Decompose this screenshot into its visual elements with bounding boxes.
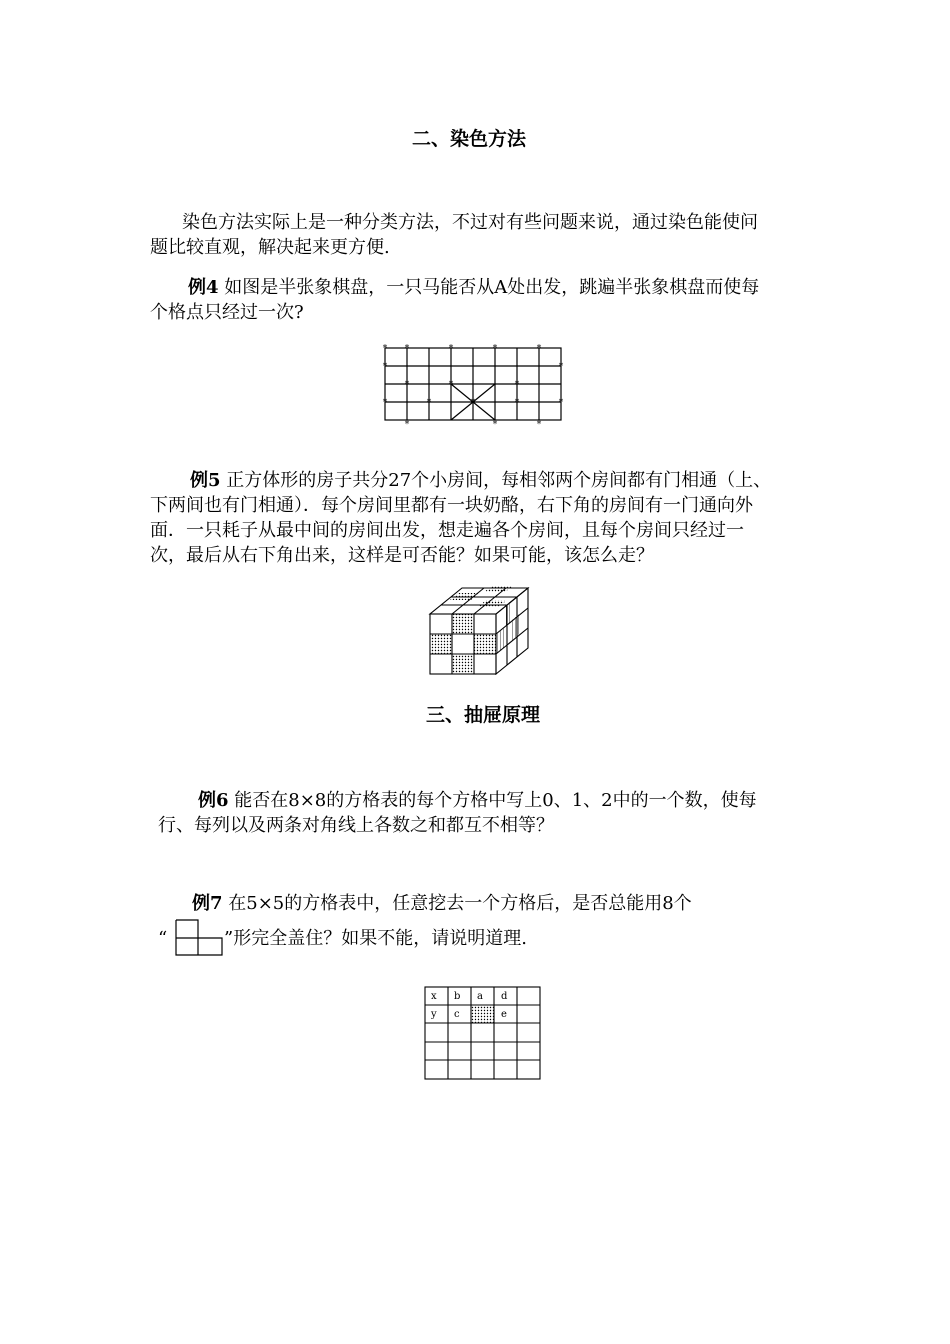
example-6-line-1: 能否在8×8的方格表的每个方格中写上0、1、2中的一个数，使每 — [228, 790, 757, 811]
grid-cell-label: x — [431, 991, 437, 1002]
intro-line-1: 染色方法实际上是一种分类方法，不过对有些问题来说，通过染色能使问 — [182, 212, 758, 233]
example-4-line-2: 个格点只经过一次? — [150, 302, 304, 323]
grid-cell-label: d — [501, 991, 508, 1002]
example-6-line-2: 行、每列以及两条对角线上各数之和都互不相等？ — [158, 815, 554, 836]
section-title-pigeonhole: 三、抽屉原理 — [426, 704, 541, 726]
grid-point-mark: * — [382, 362, 388, 372]
grid-point-mark: * — [404, 420, 410, 429]
example-7-line-2-wrapper — [158, 926, 167, 951]
grid-point-mark: * — [558, 398, 564, 408]
example-7-line-1: 在5×5的方格表中，任意挖去一个方格后，是否总能用8个 — [222, 893, 692, 914]
grid-point-mark: * — [404, 380, 410, 390]
example-5-label: 例5 — [190, 470, 221, 491]
grid-point-mark: * — [492, 344, 498, 354]
example-6-paragraph — [158, 788, 757, 838]
grid-point-mark: * — [382, 344, 388, 354]
grid-point-mark: * — [514, 398, 520, 408]
example-5-line-1: 正方体形的房子共分27个小房间，每相邻两个房间都有门相通（上、 — [220, 470, 772, 491]
intro-line-2: 题比较直观，解决起来更方便. — [150, 237, 390, 258]
example-4-line-1: 如图是半张象棋盘，一只马能否从A处出发，跳遍半张象棋盘而使每 — [218, 277, 760, 298]
grid-point-mark: * — [492, 420, 498, 429]
grid-point-mark: * — [536, 344, 542, 354]
grid-point-mark: * — [426, 398, 432, 408]
grid-cell-label: a — [477, 991, 483, 1002]
example-5-line-2: 下两间也有门相通）．每个房间里都有一块奶酪，右下角的房间有一门通向外 — [150, 495, 753, 516]
example-4-paragraph — [150, 275, 759, 325]
five-by-five-grid-figure — [423, 985, 543, 1082]
removed-cell-shading — [471, 1005, 494, 1023]
example-7-paragraph — [158, 891, 692, 916]
example-7-line-2: ”形完全盖住？如果不能，请说明道理. — [224, 928, 527, 949]
grid-point-mark: * — [514, 380, 520, 390]
grid-cell-label: c — [454, 1009, 460, 1020]
grid-point-mark: * — [536, 420, 542, 429]
coloring-intro-paragraph — [150, 210, 758, 260]
section-title-coloring: 二、染色方法 — [412, 128, 527, 150]
grid-point-mark: * — [382, 398, 388, 408]
example-5-paragraph — [150, 468, 771, 568]
grid-cell-label: y — [431, 1009, 437, 1020]
example-7-label: 例7 — [192, 893, 223, 914]
grid-point-mark: * — [404, 344, 410, 354]
half-chessboard-figure — [380, 343, 566, 429]
grid-point-mark: * — [448, 380, 454, 390]
grid-cell-label: e — [501, 1009, 507, 1020]
grid-cell-label: b — [454, 991, 461, 1002]
example-6-label: 例6 — [198, 790, 229, 811]
cube-rooms-figure — [428, 586, 534, 678]
grid-point-mark: * — [448, 344, 454, 354]
example-5-line-3: 面．一只耗子从最中间的房间出发，想走遍各个房间，且每个房间只经过一 — [150, 520, 744, 541]
example-4-label: 例4 — [188, 277, 219, 298]
example-7-quote-open: “ — [158, 928, 168, 949]
grid-point-mark: * — [470, 398, 476, 408]
example-5-line-4: 次，最后从右下角出来，这样是可否能？如果可能，该怎么走？ — [150, 545, 654, 566]
l-tromino-shape — [174, 918, 226, 958]
grid-point-mark: * — [558, 362, 564, 372]
